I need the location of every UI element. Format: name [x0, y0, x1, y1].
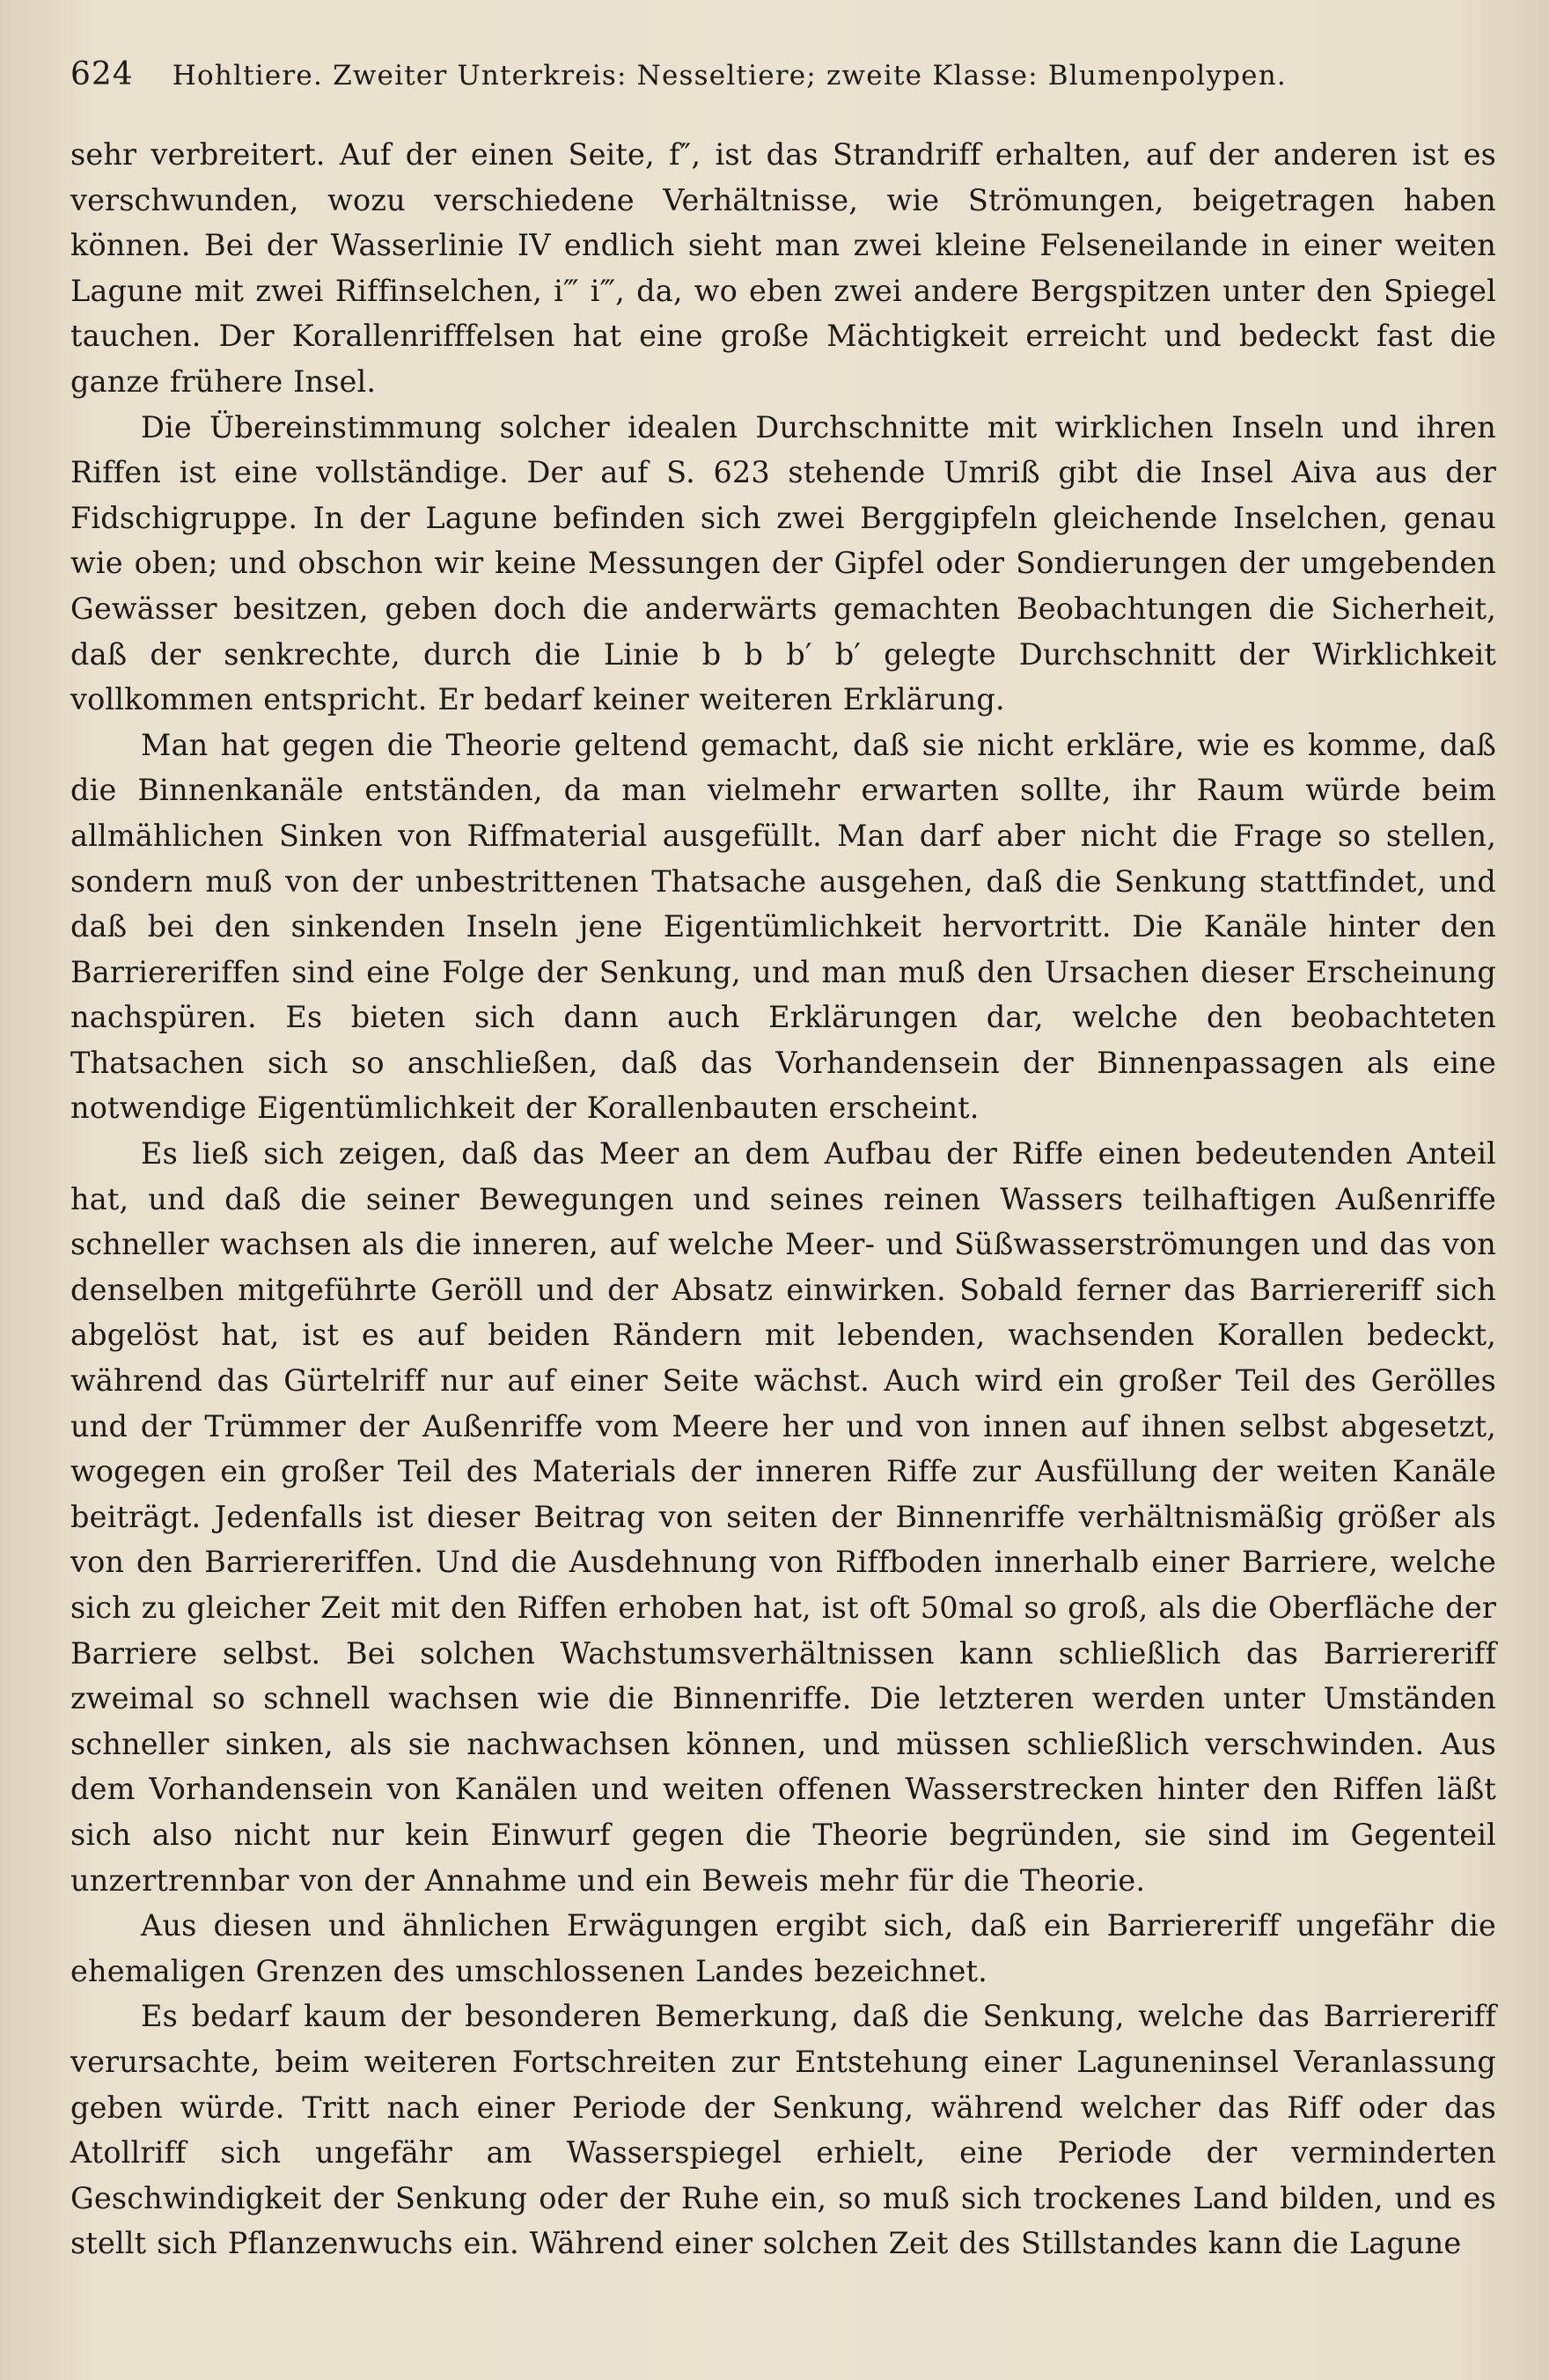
book-page [70, 44, 1496, 2350]
paragraph-continuation: sehr verbreitert. Auf der einen Seite, f″, ist das Strandriff erhalten, auf der anderen ist es verschwunden, wozu verschiedene Verhältnisse, wie Strömungen, beigetragen haben können. Bei der Wasserlinie IV endlich sieht man zwei kleine Felseneilande in einer weiten Lagune mit zwei Riffinselchen, i‴ i‴, da, wo eben zwei andere Bergspitzen unter den Spiegel tauchen. Der Korallenrifffelsen hat eine große Mächtigkeit erreicht und bedeckt fast die ganze frühere Insel. [70, 137, 1496, 399]
paragraph: Es ließ sich zeigen, daß das Meer an dem Aufbau der Riffe einen bedeutenden Anteil hat, und daß die seiner Bewegungen und seines reinen Wassers teilhaftigen Außenriffe schneller wachsen als die inneren, auf welche Meer- und Süßwasserströmungen und das von denselben mitgeführte Geröll und der Absatz einwirken. Sobald ferner das Barriereriff sich abgelöst hat, ist es auf beiden Rändern mit lebenden, wachsenden Korallen bedeckt, während das Gürtelriff nur auf einer Seite wächst. Auch wird ein großer Teil des Gerölles und der Trümmer der Außenriffe vom Meere her und von innen auf ihnen selbst abgesetzt, wogegen ein großer Teil des Materials der inneren Riffe zur Ausfüllung der weiten Kanäle beiträgt. Jedenfalls ist dieser Beitrag von seiten der Binnenriffe verhältnismäßig größer als von den Barriereriffen. Und die Ausdehnung von Riffboden innerhalb einer Barriere, welche sich zu gleicher Zeit mit den Riffen erhoben hat, ist oft 50mal so groß, als die Oberfläche der Barriere selbst. Bei solchen Wachstumsverhältnissen kann schließlich das Barriereriff zweimal so schnell wachsen wie die Binnenriffe. Die letzteren werden unter Umständen schneller sinken, als sie nachwachsen können, und müssen schließlich verschwinden. Aus dem Vorhandensein von Kanälen und weiten offenen Wasserstrecken hinter den Riffen läßt sich also nicht nur kein Einwurf gegen die Theorie begründen, sie sind im Gegenteil unzertrennbar von der Annahme und ein Beweis mehr für die Theorie. [70, 1136, 1496, 1898]
paragraph: Die Übereinstimmung solcher idealen Durchschnitte mit wirklichen Inseln und ihren Riffen ist eine vollständige. Der auf S. 623 stehende Umriß gibt die Insel Aiva aus der Fidschigruppe. In der Lagune befinden sich zwei Berggipfeln gleichende Inselchen, genau wie oben; und obschon wir keine Messungen der Gipfel oder Sondierungen der umgebenden Gewässer besitzen, geben doch die anderwärts gemachten Beobachtungen die Sicherheit, daß der senkrechte, durch die Linie b b b′ b′ gelegte Durchschnitt der Wirklichkeit vollkommen entspricht. Er bedarf keiner weiteren Erklärung. [70, 409, 1496, 717]
paragraph: Man hat gegen die Theorie geltend gemacht, daß sie nicht erkläre, wie es komme, daß die Binnenkanäle entständen, da man vielmehr erwarten sollte, ihr Raum würde beim allmählichen Sinken von Riffmaterial ausgefüllt. Man darf aber nicht die Frage so stellen, sondern muß von der unbestrittenen Thatsache ausgehen, daß die Senkung stattfindet, und daß bei den sinkenden Inseln jene Eigentümlichkeit hervortritt. Die Kanäle hinter den Barriereriffen sind eine Folge der Senkung, und man muß den Ursachen dieser Erscheinung nachspüren. Es bieten sich dann auch Erklärungen dar, welche den beobachteten Thatsachen sich so anschließen, daß das Vorhandensein der Binnenpassagen als eine notwendige Eigentümlichkeit der Korallenbauten erscheint. [70, 727, 1496, 1126]
page-number: 624 [70, 56, 134, 92]
body-text [70, 132, 1496, 2266]
paragraph: Aus diesen und ähnlichen Erwägungen ergibt sich, daß ein Barriereriff ungefähr die ehemaligen Grenzen des umschlossenen Landes bezeichnet. [70, 1908, 1496, 1988]
paragraph: Es bedarf kaum der besonderen Bemerkung, daß die Senkung, welche das Barriereriff verursachte, beim weiteren Fortschreiten zur Entstehung einer Laguneninsel Veranlassung geben würde. Tritt nach einer Periode der Senkung, während welcher das Riff oder das Atollriff sich ungefähr am Wasserspiegel erhielt, eine Periode der verminderten Geschwindigkeit der Senkung oder der Ruhe ein, so muß sich trockenes Land bilden, und es stellt sich Pflanzenwuchs ein. Während einer solchen Zeit des Stillstandes kann die Lagune [70, 1999, 1496, 2261]
running-head: Hohltiere. Zweiter Unterkreis: Nesseltiere; zweite Klasse: Blumenpolypen. [172, 60, 1287, 92]
page-header [70, 44, 1496, 132]
